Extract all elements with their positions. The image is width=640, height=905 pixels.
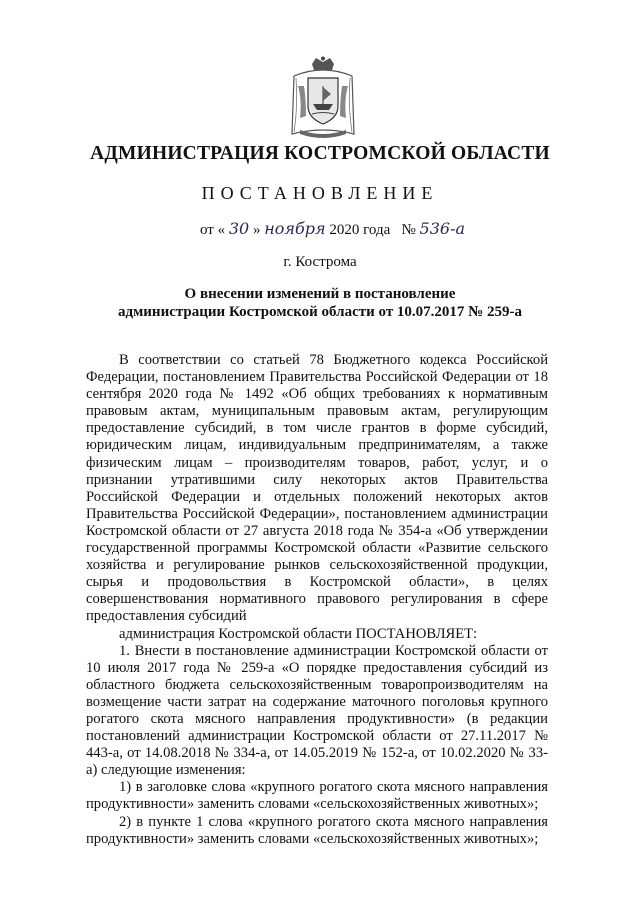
coat-of-arms-icon (288, 56, 358, 142)
date-mid: » (252, 222, 261, 238)
document-subject (0, 285, 640, 321)
document-type: ПОСТАНОВЛЕНИЕ (201, 183, 439, 203)
number-label: № (401, 222, 416, 238)
paragraph-subitem-2: 2) в пункте 1 слова «крупного рогатого скота мясного направления продуктивности» заменить словами «сельскохозяйственных животных»; (86, 813, 548, 847)
paragraph-preamble: В соответствии со статьей 78 Бюджетного кодекса Российской Федерации, постановлением Правительства Российской Федерации от 18 сентября 2020 года № 1492 «Об общих требованиях к нормативным правовым актам, муниципальным правовым актам, регулирующим предоставление субсидий, в том числе грантов в форме субсидий, юридическим лицам, индивидуальным предпринимателям, а также физическим лицам – производителям товаров, работ, услуг, и о признании утратившими силу некоторых актов Правительства Российской Федерации и отдельных положений некоторых актов Правительства Российской Федерации», постановлением администрации Костромской области от 27 августа 2018 года № 354-а «Об утверждении государственной программы Костромской области «Развитие сельского хозяйства и регулирование рынков сельскохозяйственной продукции, сырья и продовольствия в Костромской области», в целях совершенствования нормативного правового регулирования в сфере предоставления субсидий (86, 352, 548, 625)
date-day: 30 (228, 219, 250, 238)
date-prefix: от « (200, 222, 226, 238)
subject-line-1: О внесении изменений в постановление (184, 286, 456, 302)
paragraph-subitem-1: 1) в заголовке слова «крупного рогатого скота мясного направления продуктивности» заменить словами «сельскохозяйственных животных»; (86, 779, 548, 813)
subject-line-2: администрации Костромской области от 10.07.2017 № 259-а (117, 304, 523, 320)
city: г. Кострома (283, 254, 357, 270)
date-year: 2020 года (329, 222, 391, 238)
date-month: ноября (264, 219, 326, 238)
document-body (86, 352, 548, 848)
paragraph-resolves: администрация Костромской области ПОСТАНОВЛЯЕТ: (119, 625, 478, 642)
date-number-line (200, 219, 465, 239)
document-number: 536-а (419, 219, 466, 238)
org-title: АДМИНИСТРАЦИЯ КОСТРОМСКОЙ ОБЛАСТИ (90, 143, 550, 164)
paragraph-item-1: 1. Внести в постановление администрации Костромской области от 10 июля 2017 года № 259-а «О порядке предоставления субсидий из областного бюджета сельскохозяйственным товаропроизводителям на возмещение части затрат на содержание маточного поголовья крупного рогатого скота мясного направления продуктивности» (в редакции постановлений администрации Костромской области от 27.11.2017 № 443-а, от 14.08.2018 № 334-а, от 14.05.2019 № 152-а, от 10.02.2020 № 33-а) следующие изменения: (86, 642, 548, 779)
